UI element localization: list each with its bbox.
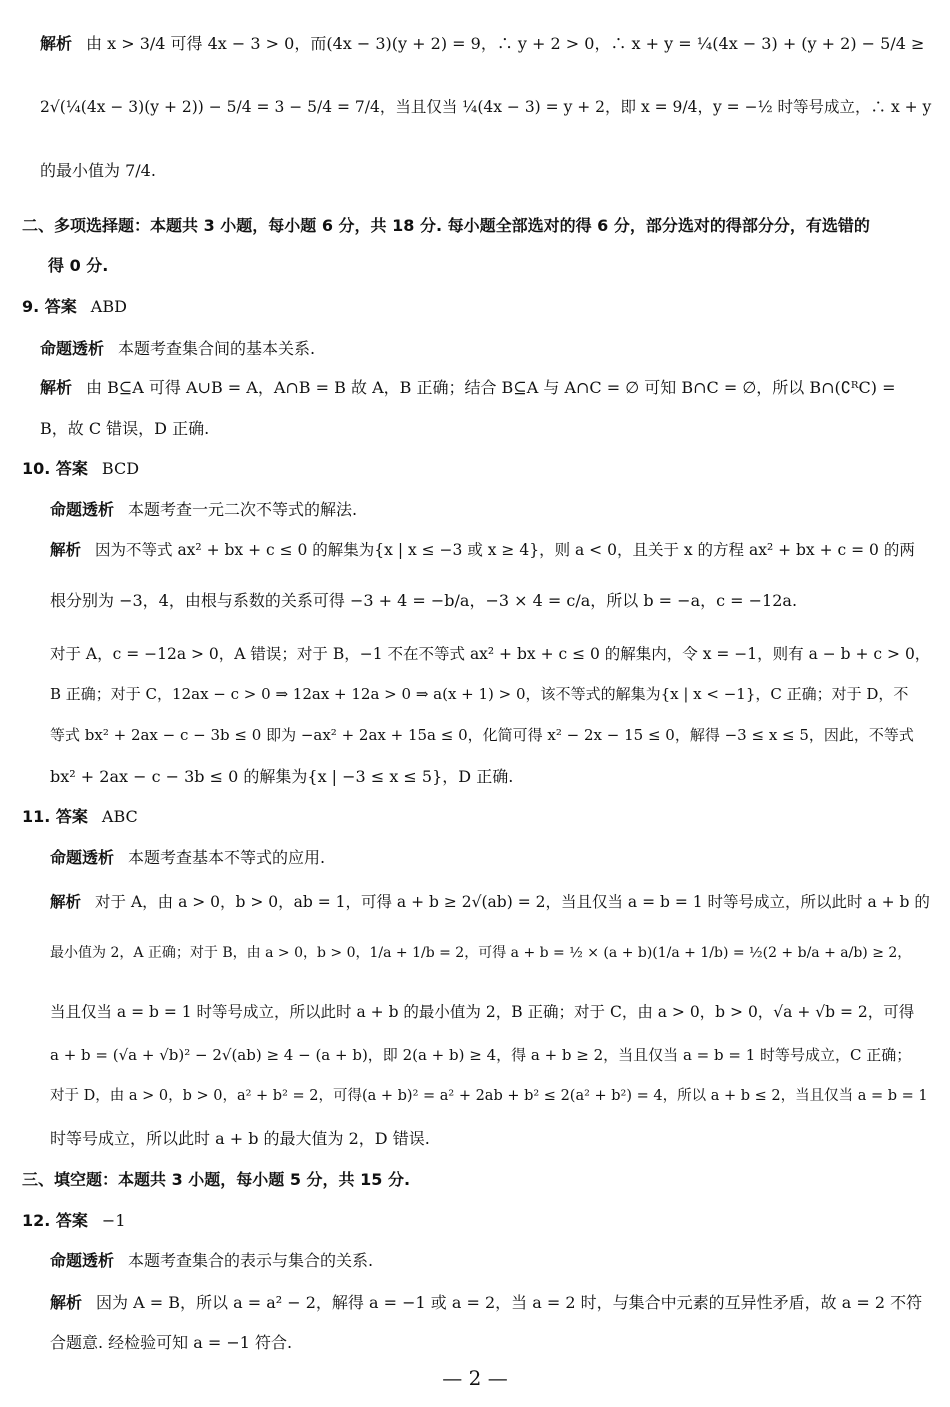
section-2-heading: 二、多项选择题：本题共 3 小题，每小题 6 分，共 18 分. 每小题全部选对的得 6 分，部分选对的得部分分，有选错的 (22, 216, 870, 235)
q10-intent: 本题考查一元二次不等式的解法. (128, 500, 358, 519)
q11-line-4: a + b = (√a + √b)² − 2√(ab) ≥ 4 − (a + b)，即 2(a + b) ≥ 4，得 a + b ≥ 2，当且仅当 a = b = 1 时等号成立，C 正确； (50, 1046, 912, 1064)
q12-answer-line (22, 1211, 126, 1230)
page-number: — 2 — (442, 1366, 508, 1390)
q8-line-2: 2√(¼(4x − 3)(y + 2)) − 5/4 = 3 − 5/4 = 7/4，当且仅当 ¼(4x − 3) = y + 2，即 x = 9/4，y = −½ 时等号成立，∴ x + y (40, 98, 932, 116)
q9-text-1: 由 B⊆A 可得 A∪B = A，A∩B = B 故 A，B 正确；结合 B⊆A 与 A∩C = ∅ 可知 B∩C = ∅，所以 B∩(∁ᴿC) = (86, 378, 896, 397)
q8-label: 解析 (40, 34, 73, 53)
q10-line-1 (50, 541, 915, 560)
q9-answer-head: 9. 答案 (22, 297, 77, 316)
q10-label: 解析 (50, 541, 82, 559)
q9-label: 解析 (40, 378, 73, 397)
q11-text-1: 对于 A，由 a > 0，b > 0，ab = 1，可得 a + b ≥ 2√(ab) = 2，当且仅当 a = b = 1 时等号成立，所以此时 a + b 的 (95, 893, 930, 911)
q9-line-1 (40, 378, 896, 397)
section-2-heading-cont: 得 0 分. (48, 256, 109, 275)
q12-intent-label: 命题透析 (50, 1251, 115, 1270)
q10-line-3: 对于 A，c = −12a > 0，A 错误；对于 B，−1 不在不等式 ax² + bx + c ≤ 0 的解集内，令 x = −1，则有 a − b + c > 0， (50, 645, 931, 663)
q11-line-5: 对于 D，由 a > 0，b > 0，a² + b² = 2，可得(a + b)² = a² + 2ab + b² ≤ 2(a² + b²) = 4，所以 a + b ≤ 2，当且仅当 a = b = 1 (50, 1088, 928, 1104)
q11-answer-line (22, 807, 138, 826)
q12-intent-line (50, 1251, 373, 1270)
q10-answer-line (22, 459, 139, 478)
q12-intent: 本题考查集合的表示与集合的关系. (128, 1251, 374, 1270)
q11-line-1 (50, 893, 930, 912)
q8-text-1: 由 x > 3/4 可得 4x − 3 > 0，而(4x − 3)(y + 2) = 9，∴ y + 2 > 0，∴ x + y = ¼(4x − 3) + (y + 2) − 5/4 ≥ (86, 34, 925, 53)
q12-line-2: 合题意. 经检验可知 a = −1 符合. (50, 1333, 293, 1352)
q9-line-2: B，故 C 错误，D 正确. (40, 419, 210, 438)
q11-line-6: 时等号成立，所以此时 a + b 的最大值为 2，D 错误. (50, 1129, 430, 1148)
q10-answer-head: 10. 答案 (22, 459, 88, 478)
q9-intent-line (40, 339, 315, 358)
q10-line-5: 等式 bx² + 2ax − c − 3b ≤ 0 即为 −ax² + 2ax + 15a ≤ 0，化简可得 x² − 2x − 15 ≤ 0，解得 −3 ≤ x ≤ 5，因此，不等式 (50, 726, 914, 744)
q11-intent: 本题考查基本不等式的应用. (128, 848, 326, 867)
q12-line-1 (50, 1293, 922, 1312)
q11-label: 解析 (50, 893, 82, 911)
q10-line-2: 根分别为 −3，4，由根与系数的关系可得 −3 + 4 = −b/a，−3 × 4 = c/a，所以 b = −a，c = −12a. (50, 591, 798, 610)
q11-intent-label: 命题透析 (50, 848, 115, 867)
q12-answer: −1 (101, 1211, 126, 1230)
q10-answer: BCD (101, 459, 140, 478)
q12-answer-head: 12. 答案 (22, 1211, 88, 1230)
q10-line-4: B 正确；对于 C，12ax − c > 0 ⇒ 12ax + 12a > 0 ⇒ a(x + 1) > 0，该不等式的解集为{x | x < −1}，C 正确；对于 D，不 (50, 685, 909, 703)
q10-intent-label: 命题透析 (50, 500, 115, 519)
q10-intent-line (50, 500, 357, 519)
q9-intent: 本题考查集合间的基本关系. (118, 339, 316, 358)
q12-label: 解析 (50, 1293, 83, 1312)
q10-text-1: 因为不等式 ax² + bx + c ≤ 0 的解集为{x | x ≤ −3 或 x ≥ 4}，则 a < 0，且关于 x 的方程 ax² + bx + c = 0 的两 (95, 541, 915, 559)
q11-line-2: 最小值为 2，A 正确；对于 B，由 a > 0，b > 0，1/a + 1/b = 2，可得 a + b = ½ × (a + b)(1/a + 1/b) = ½(2 + b/a + a/b) ≥ 2， (50, 945, 912, 961)
q9-answer-line (22, 297, 127, 316)
q9-intent-label: 命题透析 (40, 339, 105, 358)
q11-line-3: 当且仅当 a = b = 1 时等号成立，所以此时 a + b 的最小值为 2，B 正确；对于 C，由 a > 0，b > 0，√a + √b = 2，可得 (50, 1003, 915, 1021)
q12-text-1: 因为 A = B，所以 a = a² − 2，解得 a = −1 或 a = 2，当 a = 2 时，与集合中元素的互异性矛盾，故 a = 2 不符 (96, 1293, 923, 1312)
q9-answer: ABD (90, 297, 127, 316)
q11-answer: ABC (101, 807, 138, 826)
q8-line-1 (40, 34, 924, 53)
q10-line-6: bx² + 2ax − c − 3b ≤ 0 的解集为{x | −3 ≤ x ≤ 5}，D 正确. (50, 767, 514, 786)
q11-answer-head: 11. 答案 (22, 807, 88, 826)
q11-intent-line (50, 848, 325, 867)
section-3-heading: 三、填空题：本题共 3 小题，每小题 5 分，共 15 分. (22, 1170, 411, 1189)
q8-line-3: 的最小值为 7/4. (40, 161, 156, 180)
